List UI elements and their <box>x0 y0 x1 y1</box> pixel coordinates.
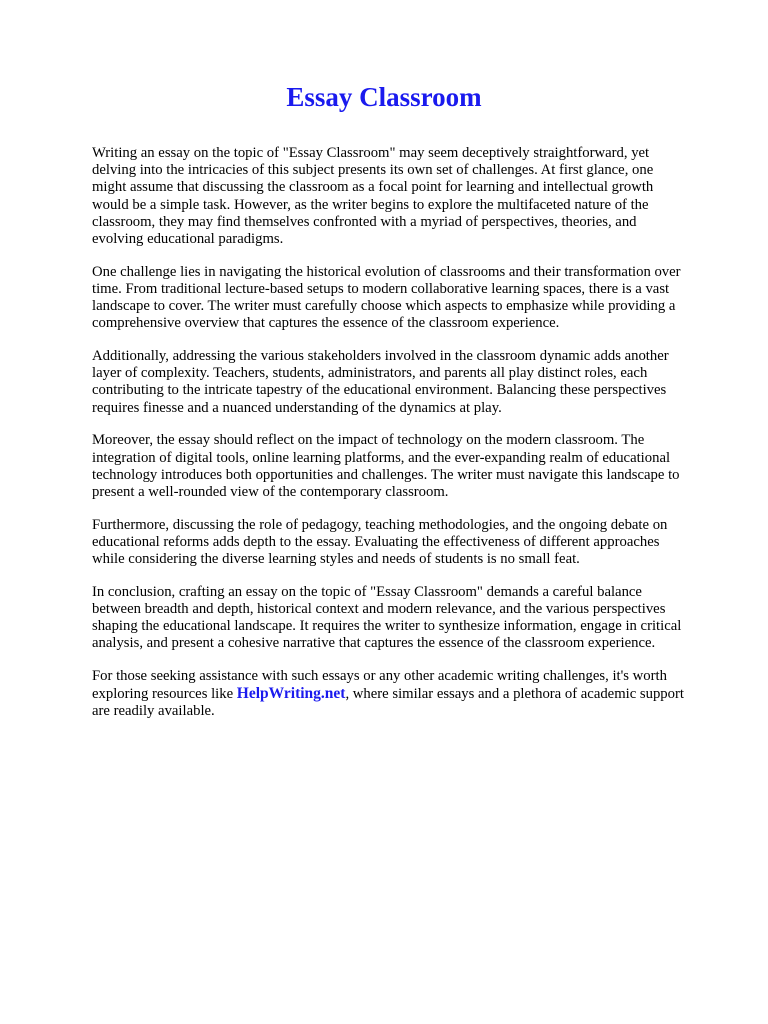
paragraph-line: delving into the intricacies of this subject presents its own set of challenges. At first glance, one <box>92 162 654 179</box>
paragraph-line: contributing to the intricate tapestry of the educational environment. Balancing these perspectives <box>92 382 667 399</box>
paragraph-line: shaping the educational landscape. It requires the writer to synthesize information, engage in critical <box>92 618 682 635</box>
essay-paragraph <box>92 432 732 501</box>
closing-line-2-after: , where similar essays and a plethora of academic support <box>345 686 684 703</box>
paragraph-line: while considering the diverse learning styles and needs of students is no small feat. <box>92 551 580 568</box>
paragraph-line: between breadth and depth, historical context and modern relevance, and the various perspectives <box>92 600 666 617</box>
essay-paragraph <box>92 264 732 333</box>
paragraph-line: might assume that discussing the classroom as a focal point for learning and intellectual growth <box>92 179 654 196</box>
paragraph-line: technology introduces both opportunities and challenges. The writer must navigate this landscape to <box>92 466 680 483</box>
essay-paragraph <box>92 348 732 417</box>
paragraph-line: integration of digital tools, online learning platforms, and the ever-expanding realm of educational <box>92 449 671 466</box>
paragraph-line: time. From traditional lecture-based setups to modern collaborative learning spaces, there is a vast <box>92 280 670 297</box>
essay-paragraph <box>92 145 732 248</box>
paragraph-line: evolving educational paradigms. <box>92 231 284 248</box>
paragraph-line: Furthermore, discussing the role of pedagogy, teaching methodologies, and the ongoing debate on <box>92 516 668 533</box>
essay-paragraph <box>92 584 732 653</box>
essay-paragraph <box>92 517 732 569</box>
paragraph-line: Moreover, the essay should reflect on the impact of technology on the modern classroom. The <box>92 432 645 449</box>
paragraph-line: analysis, and present a cohesive narrative that captures the essence of the classroom experience. <box>92 635 656 652</box>
paragraph-line: comprehensive overview that captures the essence of the classroom experience. <box>92 315 560 332</box>
paragraph-line: would be a simple task. However, as the writer begins to explore the multifaceted nature of the <box>92 196 649 213</box>
helpwriting-link[interactable]: HelpWriting.net <box>236 685 346 703</box>
closing-paragraph <box>92 668 732 721</box>
closing-line-2 <box>92 685 732 703</box>
paragraph-line: classroom, they may find themselves confronted with a myriad of perspectives, theories, and <box>92 213 637 230</box>
paragraph-line: In conclusion, crafting an essay on the topic of "Essay Classroom" demands a careful balance <box>92 583 642 600</box>
paragraph-line: landscape to cover. The writer must carefully choose which aspects to emphasize while providing a <box>92 298 676 315</box>
paragraph-line: present a well-rounded view of the contemporary classroom. <box>92 483 449 500</box>
paragraph-line: educational reforms adds depth to the essay. Evaluating the effectiveness of different approaches <box>92 533 660 550</box>
paragraph-line: One challenge lies in navigating the historical evolution of classrooms and their transformation over <box>92 263 681 280</box>
paragraph-line: requires finesse and a nuanced understanding of the dynamics at play. <box>92 399 502 416</box>
essay-body <box>92 145 732 736</box>
page-title: Essay Classroom <box>286 82 482 112</box>
paragraph-list <box>92 145 732 653</box>
paragraph-line: Writing an essay on the topic of "Essay Classroom" may seem deceptively straightforward, yet <box>92 145 650 161</box>
closing-line-2-before: exploring resources like <box>92 686 237 703</box>
paragraph-line: layer of complexity. Teachers, students, administrators, and parents all play distinct roles, each <box>92 365 648 382</box>
closing-line-3: are readily available. <box>92 703 215 720</box>
paragraph-line: Additionally, addressing the various stakeholders involved in the classroom dynamic adds another <box>92 348 669 365</box>
closing-line-1: For those seeking assistance with such essays or any other academic writing challenges, it's worth <box>92 668 667 685</box>
